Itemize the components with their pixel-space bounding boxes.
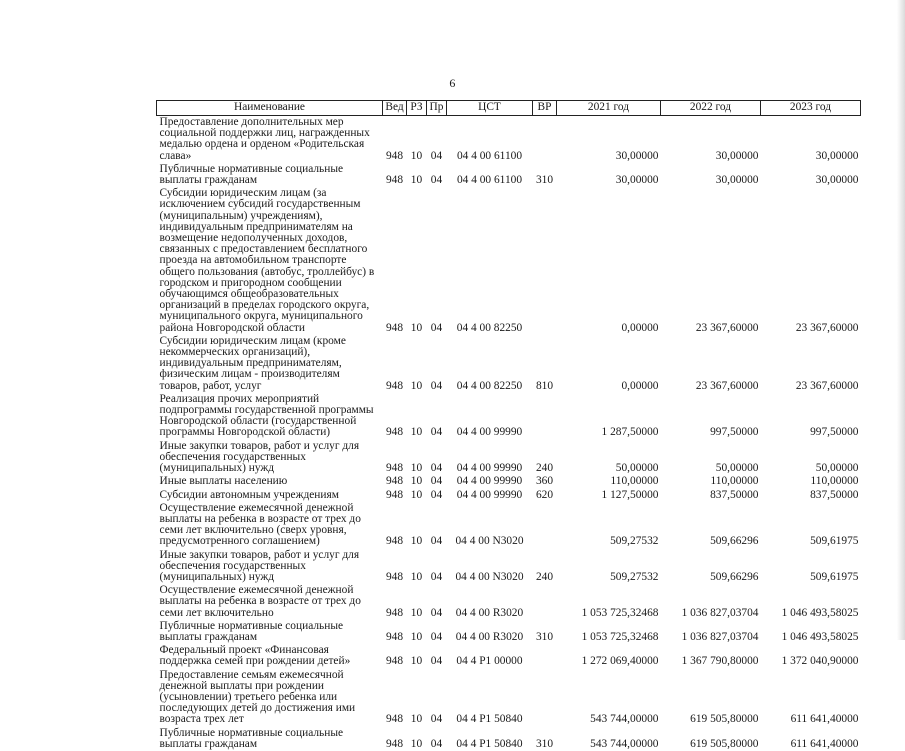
cell-vr (533, 584, 557, 620)
cell-2023: 30,00000 (815, 149, 859, 162)
header-ved: Вед (383, 101, 407, 116)
cell-pr: 04 (430, 426, 443, 439)
cell-pr: 04 (430, 149, 443, 162)
cell-2022: 50,00000 (715, 462, 759, 475)
cell-ved: 948 (385, 570, 404, 583)
cell-2022: 997,50000 (710, 426, 759, 439)
table-row (157, 620, 861, 644)
cell-2021: 1 053 725,32468 (581, 606, 659, 619)
cell-ved: 948 (385, 462, 404, 475)
cell-2022: 619 505,80000 (690, 713, 759, 726)
cell-pr: 04 (430, 713, 443, 726)
cell-vr: 360 (535, 475, 554, 488)
cell-2023: 30,00000 (815, 174, 859, 187)
cell-name: Реализация прочих мероприятий подпрограммы государственной программы Новгородской области (государственной программы Новгородской области) (159, 392, 374, 439)
cell-cst: 04 4 00 99990 (456, 475, 523, 488)
cell-2021: 110,00000 (610, 475, 659, 488)
cell-vr: 240 (535, 462, 554, 475)
header-2021: 2021 год (557, 101, 661, 116)
cell-2022: 23 367,60000 (695, 379, 759, 392)
cell-2023: 611 641,40000 (790, 737, 859, 750)
cell-2021: 0,00000 (621, 321, 659, 334)
cell-rz: 10 (410, 570, 423, 583)
cell-cst: 04 4 00 R3020 (455, 606, 524, 619)
scan-edge (897, 0, 905, 640)
cell-rz: 10 (410, 462, 423, 475)
cell-cst: 04 4 00 61100 (456, 149, 523, 162)
cell-rz: 10 (410, 426, 423, 439)
cell-name: Осуществление ежемесячной денежной выплаты на ребенка в возрасте от трех до семи лет включительно (сверх уровня, предусмотренного соглашением) (159, 501, 361, 548)
cell-2021: 1 053 725,32468 (581, 630, 659, 643)
cell-rz: 10 (410, 713, 423, 726)
table-row (157, 584, 861, 620)
cell-name: Субсидии юридическим лицам (за исключением субсидий государственным (муниципальным) учреждениям), индивидуальным предпринимателям на возмещение недополученных доходов, связанных с предоставлением бесплатного проезда на автомобильном транспорте общего пользования (автобус, троллейбус) в городском и пригородном сообщении обучающимся общеобразовательных организаций в пределах городского округа, муниципального округа, муниципального района Новгородской области (159, 187, 375, 334)
header-2022: 2022 год (661, 101, 761, 116)
cell-pr: 04 (430, 462, 443, 475)
header-vr: ВР (533, 101, 557, 116)
cell-ved: 948 (385, 321, 404, 334)
cell-name: Субсидии автономным учреждениям (159, 488, 339, 501)
cell-2021: 0,00000 (621, 379, 659, 392)
cell-ved: 948 (385, 713, 404, 726)
cell-cst: 04 4 P1 50840 (456, 737, 523, 750)
cell-name: Публичные нормативные социальные выплаты гражданам (159, 162, 344, 187)
cell-2022: 837,50000 (710, 488, 759, 501)
cell-vr: 620 (535, 488, 554, 501)
table-row (157, 335, 861, 393)
cell-name: Осуществление ежемесячной денежной выплаты на ребенка в возрасте от трех до семи лет включительно (159, 584, 361, 619)
cell-vr (533, 502, 557, 549)
budget-table (156, 100, 861, 751)
table-row (157, 163, 861, 187)
cell-pr: 04 (430, 321, 443, 334)
cell-2022: 1 367 790,80000 (681, 655, 759, 668)
cell-rz: 10 (410, 321, 423, 334)
cell-2021: 1 287,50000 (601, 426, 659, 439)
cell-2023: 997,50000 (810, 426, 859, 439)
cell-2022: 509,66296 (710, 570, 759, 583)
cell-2023: 1 372 040,90000 (781, 655, 859, 668)
cell-2022: 110,00000 (710, 475, 759, 488)
cell-cst: 04 4 00 99990 (456, 426, 523, 439)
cell-cst: 04 4 P1 00000 (456, 655, 523, 668)
table-row (157, 727, 861, 751)
table-row (157, 502, 861, 549)
cell-rz: 10 (410, 379, 423, 392)
table-row (157, 489, 861, 502)
cell-cst: 04 4 00 99990 (456, 462, 523, 475)
cell-name: Публичные нормативные социальные выплаты гражданам (159, 726, 344, 750)
cell-2021: 543 744,00000 (590, 713, 659, 726)
cell-name: Предоставление дополнительных мер социальной поддержки лиц, награжденных медалью ордена и орденом «Родительская слава» (159, 116, 370, 162)
cell-vr: 310 (535, 737, 554, 750)
cell-ved: 948 (385, 630, 404, 643)
cell-cst: 04 4 00 R3020 (455, 630, 524, 643)
cell-2022: 23 367,60000 (695, 321, 759, 334)
table-row (157, 549, 861, 585)
cell-name: Предоставление семьям ежемесячной денежной выплаты при рождении (усыновлении) третьего ребенка или последующих детей до достижения ими возраста трех лет (159, 668, 356, 726)
cell-2021: 543 744,00000 (590, 737, 659, 750)
header-cst: ЦСТ (447, 101, 533, 116)
cell-ved: 948 (385, 379, 404, 392)
cell-pr: 04 (430, 379, 443, 392)
cell-rz: 10 (410, 630, 423, 643)
cell-rz: 10 (410, 488, 423, 501)
cell-ved: 948 (385, 535, 404, 548)
cell-2021: 30,00000 (615, 174, 659, 187)
cell-2021: 509,27532 (610, 535, 659, 548)
cell-2022: 509,66296 (710, 535, 759, 548)
page-number: 6 (449, 76, 456, 90)
cell-pr: 04 (430, 630, 443, 643)
cell-cst: 04 4 00 82250 (456, 321, 523, 334)
cell-ved: 948 (385, 174, 404, 187)
cell-vr: 240 (535, 570, 554, 583)
cell-ved: 948 (385, 149, 404, 162)
cell-cst: 04 4 P1 50840 (456, 713, 523, 726)
cell-2022: 30,00000 (715, 174, 759, 187)
header-pr: Пр (427, 101, 447, 116)
cell-name: Публичные нормативные социальные выплаты гражданам (159, 619, 344, 643)
cell-vr: 310 (535, 630, 554, 643)
cell-cst: 04 4 00 99990 (456, 488, 523, 501)
cell-cst: 04 4 00 N3020 (455, 535, 524, 548)
cell-cst: 04 4 00 61100 (456, 174, 523, 187)
cell-2023: 611 641,40000 (790, 713, 859, 726)
cell-2023: 1 046 493,58025 (781, 606, 859, 619)
cell-rz: 10 (410, 475, 423, 488)
cell-vr (533, 393, 557, 440)
cell-rz: 10 (410, 737, 423, 750)
cell-rz: 10 (410, 174, 423, 187)
cell-2021: 509,27532 (610, 570, 659, 583)
cell-2022: 1 036 827,03704 (681, 606, 759, 619)
table-row (157, 116, 861, 163)
cell-cst: 04 4 00 N3020 (455, 570, 524, 583)
cell-2022: 619 505,80000 (690, 737, 759, 750)
cell-vr (533, 644, 557, 668)
cell-2023: 23 367,60000 (795, 321, 859, 334)
cell-vr: 310 (535, 174, 554, 187)
table-row (157, 187, 861, 335)
cell-ved: 948 (385, 488, 404, 501)
cell-rz: 10 (410, 655, 423, 668)
cell-2023: 509,61975 (810, 535, 859, 548)
cell-pr: 04 (430, 475, 443, 488)
cell-2022: 30,00000 (715, 149, 759, 162)
cell-name: Федеральный проект «Финансовая поддержка семей при рождении детей» (159, 644, 351, 668)
cell-vr (533, 669, 557, 727)
cell-ved: 948 (385, 606, 404, 619)
cell-2023: 837,50000 (810, 488, 859, 501)
cell-ved: 948 (385, 426, 404, 439)
cell-name: Иные выплаты населению (159, 475, 288, 488)
cell-pr: 04 (430, 488, 443, 501)
table-row (157, 669, 861, 727)
cell-2021: 30,00000 (615, 149, 659, 162)
cell-name: Субсидии юридическим лицам (кроме некоммерческих организаций), индивидуальным предпринимателям, физическим лицам - производителям товаров, работ, услуг (159, 334, 346, 392)
cell-ved: 948 (385, 655, 404, 668)
cell-2022: 1 036 827,03704 (681, 630, 759, 643)
cell-rz: 10 (410, 606, 423, 619)
cell-pr: 04 (430, 535, 443, 548)
cell-2021: 1 272 069,40000 (581, 655, 659, 668)
header-rz: РЗ (407, 101, 427, 116)
cell-2021: 1 127,50000 (601, 488, 659, 501)
cell-2023: 1 046 493,58025 (781, 630, 859, 643)
cell-name: Иные закупки товаров, работ и услуг для обеспечения государственных (муниципальных) нужд (159, 439, 360, 475)
cell-vr (533, 116, 557, 163)
cell-vr (533, 187, 557, 335)
cell-ved: 948 (385, 475, 404, 488)
table-row (157, 644, 861, 668)
cell-rz: 10 (410, 535, 423, 548)
cell-2023: 50,00000 (815, 462, 859, 475)
header-2023: 2023 год (761, 101, 861, 116)
table-row (157, 475, 861, 488)
cell-2023: 23 367,60000 (795, 379, 859, 392)
cell-2021: 50,00000 (615, 462, 659, 475)
table-row (157, 393, 861, 440)
cell-vr: 810 (535, 379, 554, 392)
cell-cst: 04 4 00 82250 (456, 379, 523, 392)
header-name: Наименование (157, 101, 383, 116)
cell-rz: 10 (410, 149, 423, 162)
header-row (157, 101, 861, 116)
cell-pr: 04 (430, 606, 443, 619)
cell-2023: 110,00000 (810, 475, 859, 488)
table-row (157, 440, 861, 476)
cell-pr: 04 (430, 737, 443, 750)
cell-pr: 04 (430, 174, 443, 187)
cell-pr: 04 (430, 655, 443, 668)
table-body (157, 116, 861, 751)
cell-2023: 509,61975 (810, 570, 859, 583)
cell-ved: 948 (385, 737, 404, 750)
cell-pr: 04 (430, 570, 443, 583)
cell-name: Иные закупки товаров, работ и услуг для обеспечения государственных (муниципальных) нужд (159, 548, 360, 583)
